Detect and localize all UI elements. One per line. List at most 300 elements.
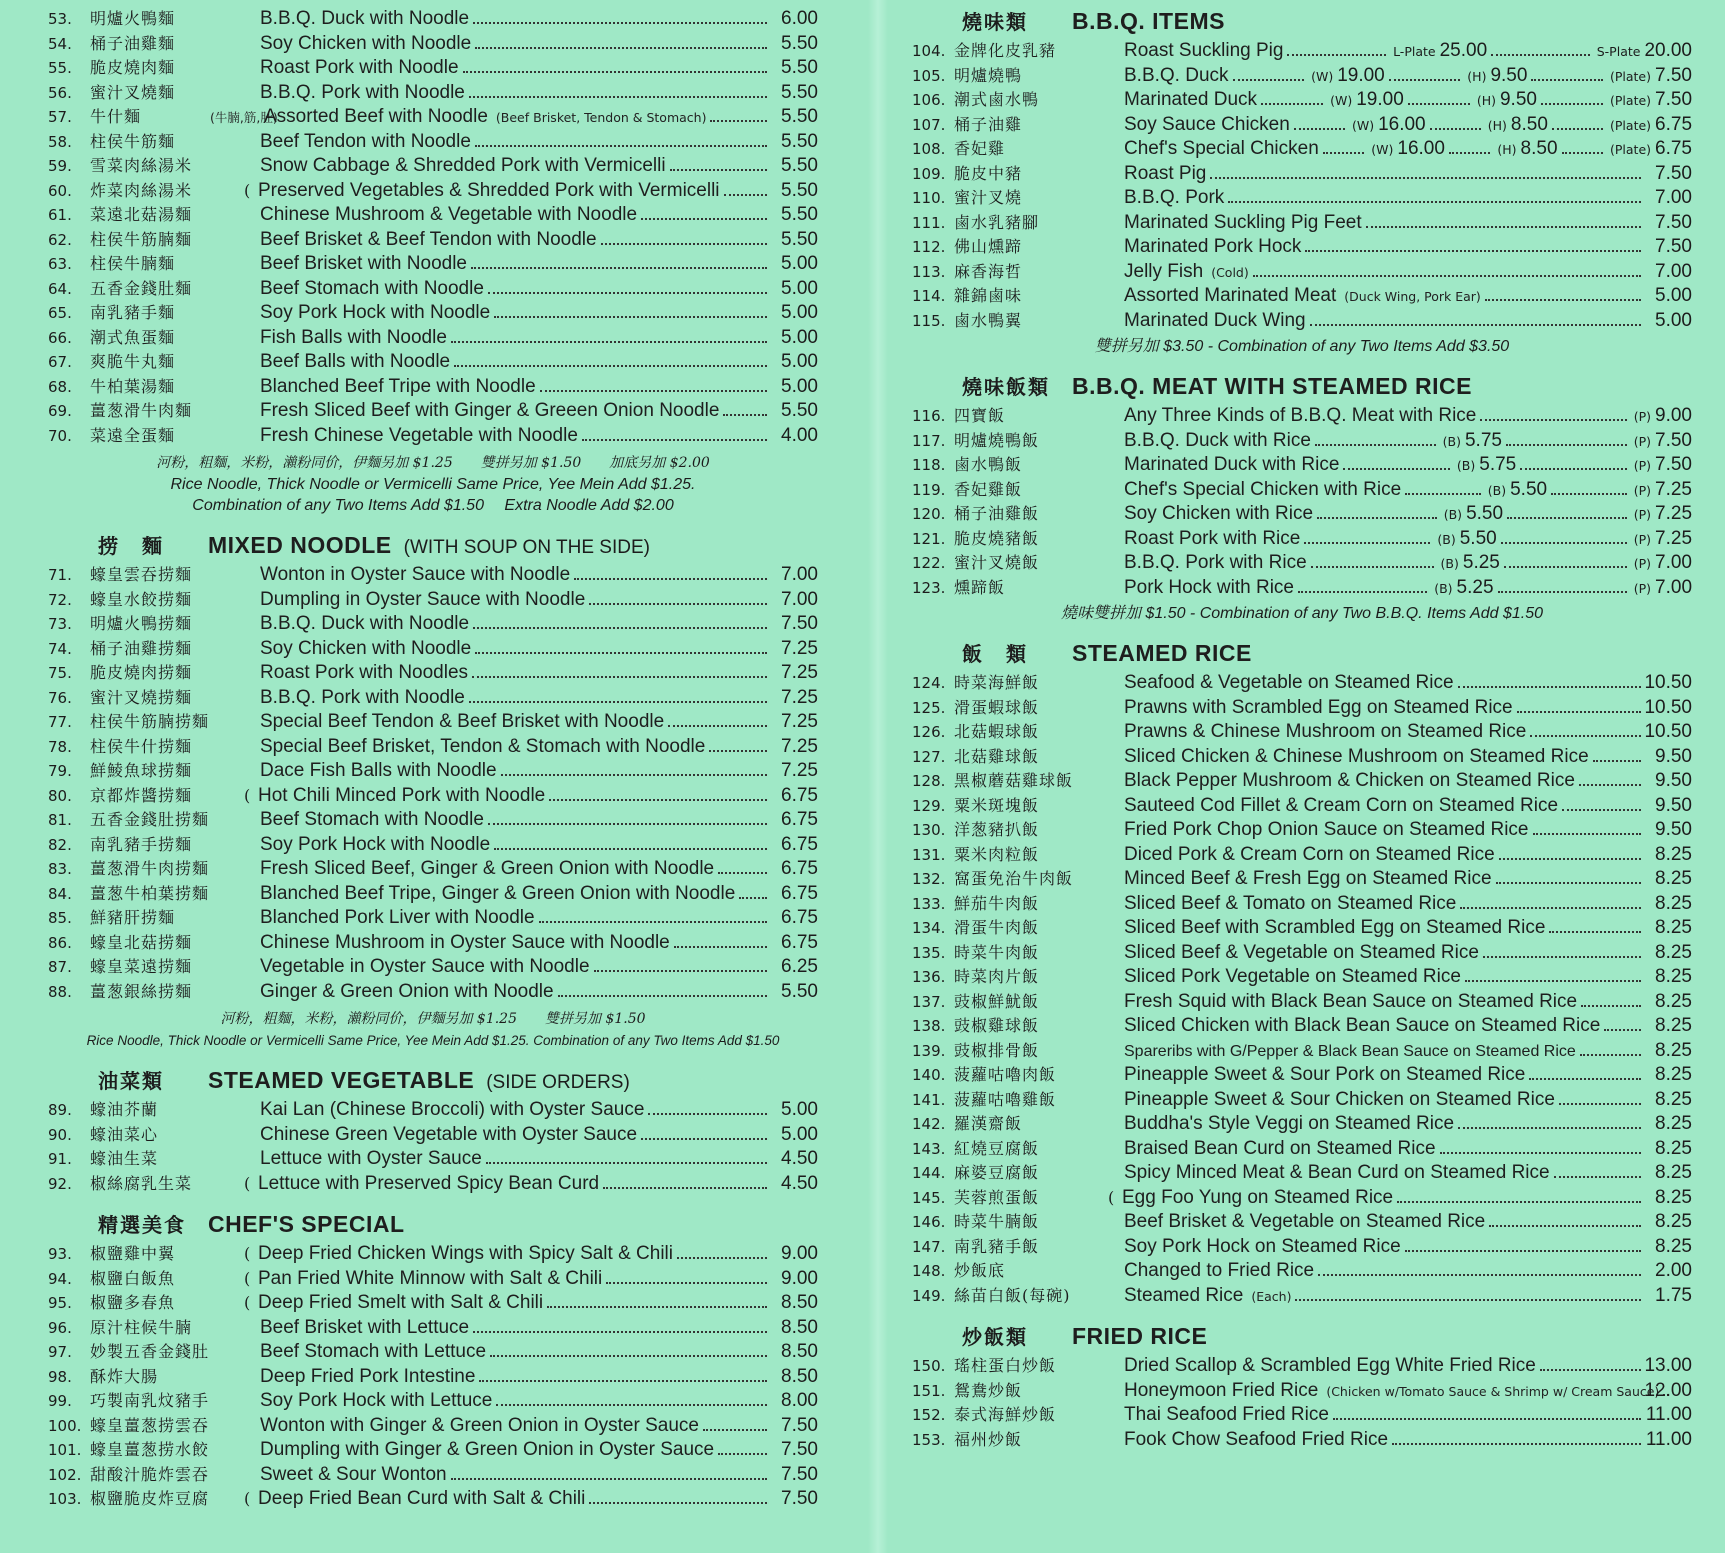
- item-price: 8.25: [1655, 1211, 1692, 1232]
- item-name-en: Beef Tendon with Noodle: [260, 130, 471, 152]
- item-price: 5.50: [781, 228, 818, 250]
- item-name-en: Sliced Chicken with Black Bean Sauce on Steamed Rice: [1124, 1015, 1601, 1036]
- leader-dots: [1333, 1418, 1641, 1420]
- item-price: 9.50: [1499, 89, 1537, 110]
- price-size-tag: (W): [1371, 142, 1394, 157]
- item-price: 8.25: [1655, 843, 1692, 865]
- leader-dots: [547, 1306, 767, 1308]
- item-number: 137.: [912, 992, 946, 1011]
- leader-dots: [1458, 1127, 1641, 1129]
- leader-dots: [1295, 1299, 1641, 1301]
- item-price: 5.00: [781, 1123, 818, 1145]
- item-name-en: Sliced Beef & Tomato on Steamed Rice: [1124, 892, 1457, 914]
- leader-dots: [471, 267, 767, 269]
- item-name-cn: 紅燒豆腐飯: [954, 1138, 1040, 1158]
- item-name-en: Hot Chili Minced Pork with Noodle: [258, 784, 546, 806]
- item-price: 16.00: [1397, 138, 1445, 159]
- item-description: [260, 155, 770, 177]
- menu-item-row: [912, 161, 1692, 186]
- item-price: 4.00: [781, 424, 818, 446]
- item-number: 80.: [48, 786, 72, 805]
- item-description: [1124, 89, 1692, 111]
- item-number: 116.: [912, 407, 946, 425]
- section-title-en: B.B.Q. ITEMS: [1072, 8, 1225, 34]
- item-price: 7.50: [1655, 64, 1692, 86]
- item-price: 7.50: [1655, 429, 1692, 451]
- leader-dots: [1233, 79, 1305, 81]
- menu-item-row: [912, 670, 1692, 695]
- item-name-cn: 菜遠全蛋麵: [90, 425, 176, 445]
- menu-item-row: [48, 300, 818, 325]
- item-name-cn: 脆皮燒豬飯: [954, 528, 1040, 548]
- menu-item-row: [48, 1437, 818, 1462]
- item-price: 8.50: [781, 1292, 818, 1313]
- item-price: 5.75: [1479, 454, 1517, 475]
- item-description: [1124, 163, 1644, 185]
- leader-dots: [1460, 907, 1641, 909]
- item-number: 77.: [48, 713, 72, 731]
- item-price: 7.25: [781, 637, 818, 659]
- item-description: [1124, 1379, 1660, 1402]
- item-number: 71.: [48, 566, 72, 584]
- item-number: 84.: [48, 884, 72, 903]
- menu-item-row: [912, 1062, 1692, 1087]
- item-name-cn: 薑葱滑牛肉麵: [90, 401, 193, 420]
- item-number: 62.: [48, 230, 72, 249]
- price-size-tag: (Plate): [1610, 93, 1652, 108]
- price-size-tag: (W): [1330, 93, 1353, 108]
- item-name-en: Chef's Special Chicken: [1124, 138, 1319, 159]
- menu-item-row: [48, 31, 818, 56]
- section-title-en: B.B.Q. MEAT WITH STEAMED RICE: [1072, 373, 1472, 399]
- leader-dots: [1389, 79, 1461, 81]
- leader-dots: [1549, 931, 1641, 933]
- item-number: 67.: [48, 353, 72, 371]
- item-number: 127.: [912, 747, 946, 766]
- spicy-icon: (: [1108, 1187, 1115, 1207]
- item-name-cn: 滑蛋牛肉飯: [954, 918, 1040, 937]
- item-name-en: Braised Bean Curd on Steamed Rice: [1124, 1137, 1436, 1159]
- item-name-cn: 時菜牛腩飯: [954, 1212, 1040, 1231]
- item-name-cn: 炸菜肉絲湯米: [90, 180, 193, 200]
- mixed-note-en: Rice Noodle, Thick Noodle or Vermicelli Same Price, Yee Mein Add $1.25. Combination of any Two Items Add $1.50: [86, 1033, 780, 1048]
- leader-dots: [648, 1113, 767, 1115]
- item-name-en: Soy Sauce Chicken: [1124, 113, 1290, 135]
- item-description: [244, 179, 770, 202]
- item-name-cn: 蠔皇雲吞捞麵: [90, 565, 193, 584]
- item-name-en: Fook Chow Seafood Fried Rice: [1124, 1428, 1389, 1450]
- item-name-cn: 椒鹽脆皮炸豆腐: [90, 1489, 210, 1508]
- item-name-cn: 蜜汁叉燒飯: [954, 553, 1040, 572]
- item-description: [1124, 1355, 1644, 1377]
- item-description: [1124, 138, 1692, 160]
- item-description: [260, 1390, 770, 1412]
- menu-item-row: [48, 349, 818, 374]
- item-number: 128.: [912, 772, 946, 790]
- item-number: 153.: [912, 1430, 946, 1449]
- leader-dots: [710, 120, 767, 122]
- menu-item-row: [912, 259, 1692, 284]
- item-price: 7.25: [781, 662, 818, 683]
- steamed-vegetable-section: [48, 1065, 818, 1195]
- item-description: [1124, 1236, 1644, 1258]
- leader-dots: [703, 1429, 767, 1431]
- item-description: [1124, 1162, 1644, 1184]
- item-number: 148.: [912, 1262, 946, 1280]
- item-name-en: B.B.Q. Duck with Noodle: [260, 613, 470, 634]
- item-description: [1124, 991, 1644, 1013]
- leader-dots: [724, 194, 767, 196]
- item-price: 8.25: [1655, 1235, 1692, 1257]
- menu-item-row: [912, 1427, 1692, 1452]
- item-name-en: Pork Hock with Rice: [1124, 576, 1294, 598]
- item-price: 5.00: [781, 253, 818, 274]
- item-name-en: Soy Pork Hock with Noodle: [260, 302, 491, 323]
- leader-dots: [1430, 128, 1481, 130]
- menu-item-row: [912, 477, 1692, 502]
- item-price: 7.25: [781, 760, 818, 781]
- item-description: [260, 1124, 770, 1146]
- item-name-en: Prawns & Chinese Mushroom on Steamed Rice: [1124, 721, 1527, 742]
- item-number: 92.: [48, 1174, 72, 1193]
- item-number: 110.: [912, 189, 946, 207]
- item-name-cn: 香妃雞: [954, 139, 1006, 158]
- leader-dots: [488, 292, 767, 294]
- item-description: [260, 809, 770, 831]
- item-name-cn: 鴛鴦炒飯: [954, 1380, 1023, 1400]
- item-name-cn: 五香金錢肚捞麵: [90, 810, 210, 829]
- item-price: 8.25: [1655, 990, 1692, 1012]
- leader-dots: [1562, 152, 1603, 154]
- menu-item-row: [48, 1266, 818, 1291]
- leader-dots: [1253, 275, 1641, 277]
- menu-item-row: [912, 1160, 1692, 1185]
- item-price: 5.00: [1655, 285, 1692, 306]
- price-size-tag: (P): [1633, 433, 1652, 449]
- item-name-cn: 四寶飯: [954, 406, 1006, 425]
- item-name-en: Beef Brisket with Lettuce: [260, 1316, 470, 1338]
- item-name-cn: 南乳豬手飯: [954, 1236, 1040, 1256]
- item-number: 82.: [48, 835, 72, 854]
- item-name-cn: 椒鹽白飯魚: [90, 1268, 176, 1288]
- leader-dots: [1287, 54, 1386, 56]
- item-number: 75.: [48, 664, 72, 682]
- leader-dots: [1317, 517, 1437, 519]
- item-number: 109.: [912, 164, 946, 183]
- item-name-cn: 時菜牛肉飯: [954, 942, 1040, 962]
- item-number: 72.: [48, 590, 72, 609]
- item-number: 54.: [48, 34, 72, 53]
- price-size-tag: (B): [1443, 507, 1463, 522]
- leader-dots: [718, 1453, 767, 1455]
- item-name-en: Spicy Minced Meat & Bean Curd on Steamed Rice: [1124, 1162, 1550, 1183]
- item-number: 121.: [912, 529, 946, 548]
- item-price: 5.50: [781, 81, 818, 103]
- menu-item-row: [912, 915, 1692, 940]
- item-number: 61.: [48, 206, 72, 224]
- menu-item-row: [48, 685, 818, 710]
- leader-dots: [668, 725, 767, 727]
- item-name-cn: 原汁柱候牛腩: [90, 1317, 193, 1337]
- item-description: [244, 784, 770, 807]
- price-size-tag: (P): [1633, 507, 1652, 522]
- item-name-en: Thai Seafood Fried Rice: [1124, 1404, 1329, 1425]
- item-number: 140.: [912, 1066, 946, 1084]
- item-name-en: Dried Scallop & Scrambled Egg White Fried Rice: [1124, 1355, 1536, 1376]
- item-name-en: Steamed Rice: [1124, 1284, 1244, 1306]
- menu-item-row: [912, 283, 1692, 308]
- price-size-tag: S-Plate: [1596, 44, 1641, 59]
- item-name-en: Wonton in Oyster Sauce with Noodle: [260, 564, 571, 585]
- leader-dots: [1580, 1054, 1641, 1056]
- item-name-cn: 脆皮燒肉麵: [90, 58, 176, 77]
- leader-dots: [549, 799, 767, 801]
- item-description: [1124, 430, 1692, 452]
- item-name-en: Vegetable in Oyster Sauce with Noodle: [260, 956, 590, 977]
- leader-dots: [718, 872, 767, 874]
- item-number: 70.: [48, 426, 72, 445]
- noodle-note-en2: Combination of any Two Items Add $1.50 Extra Noodle Add $2.00: [192, 497, 674, 514]
- item-number: 101.: [48, 1441, 82, 1459]
- item-name-cn: 脆皮中豬: [954, 163, 1023, 183]
- item-number: 104.: [912, 42, 946, 60]
- item-name-cn: 豉椒鮮魷飯: [954, 991, 1040, 1011]
- menu-item-row: [48, 227, 818, 252]
- item-number: 53.: [48, 10, 72, 28]
- item-price: 10.50: [1644, 696, 1692, 718]
- noodle-note-cn: 河粉，粗麵，米粉，瀨粉同价，伊麵另加 $1.25 雙拼另加 $1.50 加底另加 $2.00: [156, 455, 710, 471]
- item-description: [1124, 795, 1644, 817]
- item-number: 90.: [48, 1125, 72, 1144]
- spicy-icon: (: [244, 1268, 251, 1288]
- item-name-en: Pineapple Sweet & Sour Chicken on Steamed Rice: [1124, 1088, 1555, 1110]
- item-name-cn: 明爐燒鴨: [954, 65, 1023, 85]
- item-price: 5.50: [1459, 527, 1497, 549]
- item-name-en: Wonton with Ginger & Green Onion in Oyster Sauce: [260, 1414, 699, 1436]
- menu-item-row: [912, 866, 1692, 891]
- item-price: 5.50: [781, 130, 818, 152]
- item-price: 19.00: [1356, 89, 1404, 110]
- item-name-en: Changed to Fried Rice: [1124, 1260, 1315, 1281]
- bbq-items-list: [912, 38, 1692, 332]
- item-price: 8.25: [1655, 892, 1692, 914]
- leader-dots: [1294, 128, 1345, 130]
- item-number: 141.: [912, 1090, 946, 1109]
- item-price: 5.50: [781, 57, 818, 78]
- item-description: [260, 376, 770, 398]
- price-size-tag: (B): [1440, 556, 1459, 571]
- item-number: 131.: [912, 845, 946, 864]
- leader-dots: [641, 1138, 767, 1140]
- section-title-cn: 燒味飯類: [962, 375, 1050, 399]
- item-description: [1124, 721, 1644, 743]
- leader-dots: [472, 676, 767, 678]
- menu-item-row: [912, 964, 1692, 989]
- item-number: 68.: [48, 377, 72, 396]
- item-price: 8.25: [1655, 1137, 1692, 1159]
- item-price: 8.00: [781, 1390, 818, 1411]
- leader-dots: [1559, 1103, 1641, 1105]
- item-description: [1124, 236, 1644, 258]
- item-name-en: B.B.Q. Duck: [1124, 64, 1229, 86]
- section-title-cn: 炒飯類: [962, 1325, 1028, 1349]
- right-column: [912, 6, 1692, 1451]
- item-name-cn: 鹵水鴨翼: [954, 310, 1023, 330]
- item-description: [210, 106, 770, 128]
- leader-dots: [1581, 1005, 1641, 1007]
- item-description: [244, 1172, 770, 1195]
- leader-dots: [674, 946, 767, 948]
- leader-dots: [469, 96, 767, 98]
- item-name-en: Chinese Mushroom in Oyster Sauce with Noodle: [260, 931, 670, 953]
- bbq-rice-section: [912, 371, 1692, 624]
- item-number: 87.: [48, 958, 72, 976]
- item-name-cn: 瑤柱蛋白炒飯: [954, 1356, 1057, 1375]
- menu-item-row: [912, 210, 1692, 235]
- leader-dots: [739, 897, 767, 899]
- menu-item-row: [48, 1290, 818, 1315]
- item-name-en: Beef Brisket & Vegetable on Steamed Rice: [1124, 1211, 1486, 1232]
- leader-dots: [1485, 299, 1641, 301]
- item-name-cn: 鹵水乳豬腳: [954, 212, 1040, 232]
- item-price: 5.00: [781, 277, 818, 299]
- item-price: 5.00: [781, 326, 818, 348]
- item-number: 73.: [48, 615, 72, 633]
- item-number: 59.: [48, 157, 72, 175]
- item-price: 7.50: [781, 1488, 818, 1509]
- item-number: 86.: [48, 933, 72, 952]
- menu-item-row: [48, 178, 818, 203]
- leader-dots: [1520, 468, 1626, 470]
- item-note: (Cold): [1211, 264, 1249, 280]
- price-size-tag: L-Plate: [1393, 44, 1436, 59]
- section-header: [912, 371, 1692, 403]
- menu-item-row: [912, 1234, 1692, 1259]
- leader-dots: [1449, 152, 1490, 154]
- item-number: 126.: [912, 723, 946, 741]
- menu-item-row: [48, 129, 818, 154]
- item-price: 8.50: [1520, 138, 1558, 159]
- price-size-tag: (H): [1497, 142, 1517, 157]
- item-name-en: Lettuce with Oyster Sauce: [260, 1148, 482, 1169]
- item-number: 113.: [912, 262, 946, 281]
- item-description: [1124, 1113, 1644, 1135]
- item-price: 12.00: [1644, 1379, 1692, 1401]
- item-name-cn: 牛柏葉湯麵: [90, 376, 176, 396]
- item-price: 7.50: [1655, 236, 1692, 257]
- leader-dots: [1392, 1443, 1641, 1445]
- item-price: 11.00: [1645, 1404, 1692, 1425]
- menu-item-row: [912, 1013, 1692, 1038]
- menu-item-row: [912, 38, 1692, 63]
- leader-dots: [488, 823, 767, 825]
- leader-dots: [473, 22, 767, 24]
- section-header: [912, 6, 1692, 38]
- item-price: 4.50: [781, 1148, 818, 1169]
- item-description: [244, 1243, 770, 1265]
- section-header: [912, 1321, 1692, 1353]
- section-header: [48, 530, 818, 562]
- menu-item-row: [48, 709, 818, 734]
- leader-dots: [486, 1162, 767, 1164]
- item-name-cn: 柱侯牛筋麵: [90, 131, 176, 151]
- item-number: 83.: [48, 860, 72, 878]
- item-price: 6.75: [781, 809, 818, 830]
- item-price: 19.00: [1337, 64, 1385, 86]
- price-size-tag: (W): [1351, 117, 1375, 133]
- leader-dots: [1552, 128, 1603, 130]
- item-name-cn: 時菜海鮮飯: [954, 673, 1040, 692]
- menu-item-row: [912, 1378, 1692, 1403]
- item-number: 134.: [912, 919, 946, 937]
- item-number: 147.: [912, 1237, 946, 1256]
- item-name-cn: 蠔油芥蘭: [90, 1100, 159, 1119]
- item-description: [1124, 261, 1644, 283]
- menu-item-row: [912, 428, 1692, 453]
- item-description: [1124, 819, 1644, 841]
- item-name-en: Sliced Chicken & Chinese Mushroom on Steamed Rice: [1124, 745, 1589, 767]
- item-price: 6.75: [781, 931, 818, 953]
- leader-dots: [496, 1404, 767, 1406]
- menu-item-row: [912, 234, 1692, 259]
- item-price: 7.50: [1655, 162, 1692, 184]
- price-size-tag: (B): [1456, 458, 1476, 473]
- item-name-en: Dumpling in Oyster Sauce with Noodle: [260, 588, 586, 610]
- item-price: 7.25: [1655, 503, 1693, 524]
- menu-item-row: [48, 1339, 818, 1364]
- item-name-en: Soy Chicken with Noodle: [260, 32, 472, 54]
- item-price: 8.50: [781, 1341, 818, 1362]
- leader-dots: [1480, 419, 1626, 421]
- leader-dots: [539, 921, 767, 923]
- item-name-en: Deep Fried Bean Curd with Salt & Chili: [258, 1488, 586, 1509]
- menu-item-row: [48, 202, 818, 227]
- menu-item-row: [48, 807, 818, 832]
- item-price: 8.25: [1655, 966, 1692, 987]
- item-name-cn: 桶子油雞捞麵: [90, 638, 193, 658]
- leader-dots: [558, 995, 767, 997]
- item-name-cn: 菠蘿咕嚕雞飯: [954, 1089, 1057, 1109]
- item-name-en: Blanched Beef Tripe with Noodle: [260, 375, 536, 397]
- item-name-cn: 鮮茄牛肉飯: [954, 893, 1040, 913]
- menu-item-row: [912, 1185, 1692, 1210]
- item-description: [260, 932, 770, 954]
- item-description: [1124, 285, 1644, 307]
- item-name-en: Chinese Mushroom & Vegetable with Noodle: [260, 204, 638, 225]
- section-title-en: STEAMED VEGETABLE: [208, 1067, 475, 1093]
- leader-dots: [1541, 103, 1603, 105]
- item-name-cn: 蠔皇菜遠捞麵: [90, 957, 193, 976]
- item-price: 5.50: [781, 400, 818, 421]
- item-number: 124.: [912, 674, 946, 692]
- item-price: 6.75: [1655, 113, 1693, 135]
- item-name-en: Any Three Kinds of B.B.Q. Meat with Rice: [1124, 405, 1477, 426]
- item-name-cn: 蠔皇薑葱捞雲吞: [90, 1415, 210, 1435]
- section-title-en: MIXED NOODLE: [208, 532, 392, 558]
- leader-dots: [1261, 103, 1323, 105]
- bbq-rice-list: [912, 403, 1692, 599]
- item-name-en: Soy Chicken with Noodle: [260, 637, 472, 659]
- menu-item-row: [48, 930, 818, 955]
- item-price: 7.50: [1655, 89, 1693, 110]
- section-title-cn: 油菜類: [98, 1069, 164, 1093]
- price-size-tag: (P): [1633, 556, 1652, 571]
- item-name-cn: 薑葱牛柏葉捞麵: [90, 883, 210, 903]
- steamed-rice-list: [912, 670, 1692, 1307]
- item-name-cn: 椒鹽雞中翼: [90, 1244, 176, 1263]
- section-title-en: STEAMED RICE: [1072, 640, 1252, 666]
- item-name-en: Pineapple Sweet & Sour Pork on Steamed Rice: [1124, 1064, 1526, 1085]
